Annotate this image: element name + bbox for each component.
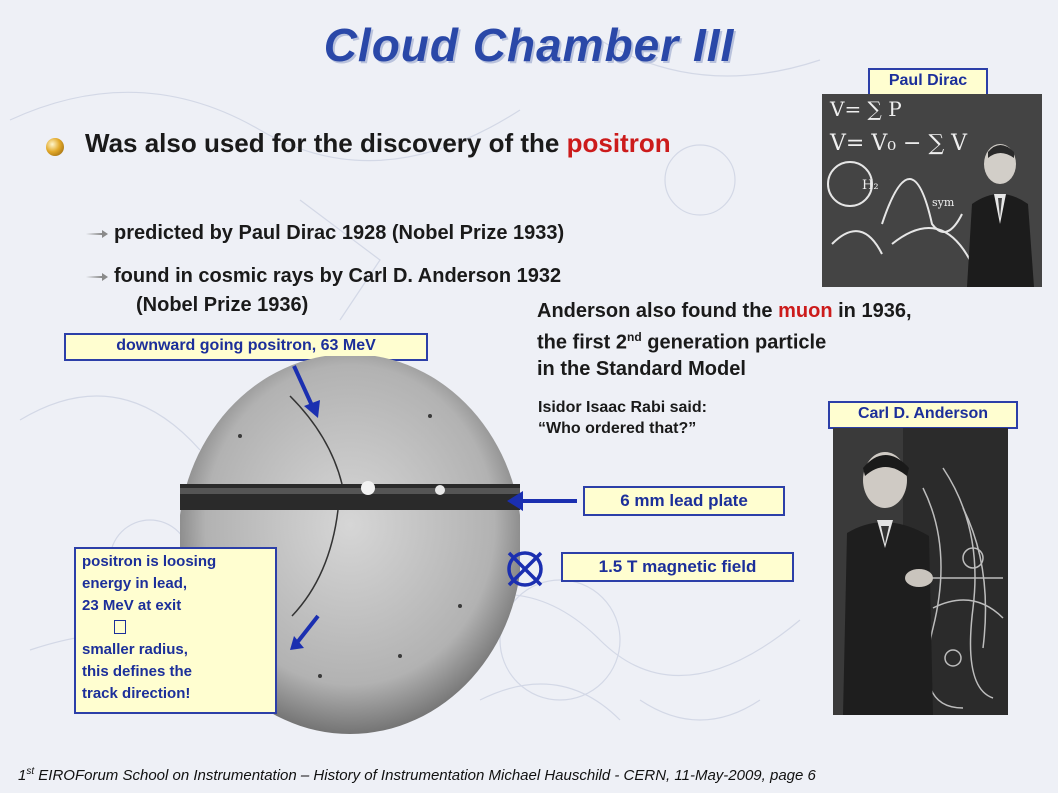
- footer-prefix: 1: [18, 767, 27, 784]
- note-implies-icon: [82, 617, 269, 639]
- rabi-quote-text: “Who ordered that?”: [538, 420, 697, 437]
- rabi-quote-attribution: Isidor Isaac Rabi said:: [538, 399, 707, 416]
- note-line: this defines the: [82, 663, 193, 680]
- note-line: 23 MeV at exit: [82, 597, 182, 614]
- rabi-quote: [538, 397, 707, 439]
- carl-anderson-photo: [833, 428, 1008, 715]
- muon-note-year: in 1936,: [832, 300, 912, 322]
- note-line: positron is loosing: [82, 553, 217, 570]
- sub-bullet-arrow-icon: [86, 229, 108, 239]
- magnetic-field-into-page-icon: [505, 549, 545, 589]
- blackboard-eq1: V= ∑ P: [830, 97, 902, 121]
- lead-plate-label: 6 mm lead plate: [583, 486, 785, 516]
- standard-model-text: in the Standard Model: [537, 357, 746, 380]
- blackboard-h2: H₂: [862, 178, 879, 193]
- blackboard-image: [822, 94, 1042, 287]
- blackboard-sym: sym: [932, 196, 955, 209]
- anderson-muon-note: [537, 298, 912, 382]
- carl-anderson-label: Carl D. Anderson: [828, 401, 1018, 429]
- main-bullet-highlight: positron: [566, 128, 671, 158]
- note-line: energy in lead,: [82, 575, 188, 592]
- energy-loss-note: [74, 547, 277, 714]
- sub-bullet-arrow-icon: [86, 272, 108, 282]
- sub-bullet-continuation: (Nobel Prize 1936): [136, 294, 309, 316]
- main-bullet-text: Was also used for the discovery of the: [85, 128, 567, 158]
- generation-note-text: the first 2: [537, 331, 628, 354]
- lead-plate-arrow-icon: [505, 486, 577, 516]
- footer-text: EIROForum School on Instrumentation – History of Instrumentation Michael Hauschild - CERN, 11-May-2009, page 6: [34, 767, 816, 784]
- generation-note-rest: generation particle: [641, 331, 827, 354]
- sub-bullet-anderson: found in cosmic rays by Carl D. Anderson 1932: [114, 265, 562, 287]
- downward-positron-label: downward going positron, 63 MeV: [64, 333, 428, 361]
- bullet-ball-icon: [46, 138, 64, 156]
- paul-dirac-label: Paul Dirac: [868, 68, 988, 96]
- magnetic-field-label: 1.5 T magnetic field: [561, 552, 794, 582]
- footer-sup: st: [26, 766, 35, 777]
- generation-sup: nd: [627, 330, 642, 344]
- slide-title: Cloud Chamber III: [323, 19, 735, 71]
- anderson-image: [833, 428, 1008, 715]
- muon-highlight: muon: [778, 300, 833, 322]
- downward-arrow-icon: [290, 362, 324, 420]
- exit-arrow-icon: [286, 612, 322, 652]
- muon-note-text: Anderson also found the: [537, 300, 779, 322]
- main-bullet: [85, 128, 671, 159]
- blackboard-eq2: V= V₀ − ∑ V: [830, 131, 968, 156]
- note-line: smaller radius,: [82, 641, 188, 658]
- paul-dirac-photo: [822, 94, 1042, 287]
- slide-footer: [18, 766, 816, 784]
- sub-bullet-dirac: predicted by Paul Dirac 1928 (Nobel Prize 1933): [114, 222, 565, 244]
- note-line: track direction!: [82, 685, 191, 702]
